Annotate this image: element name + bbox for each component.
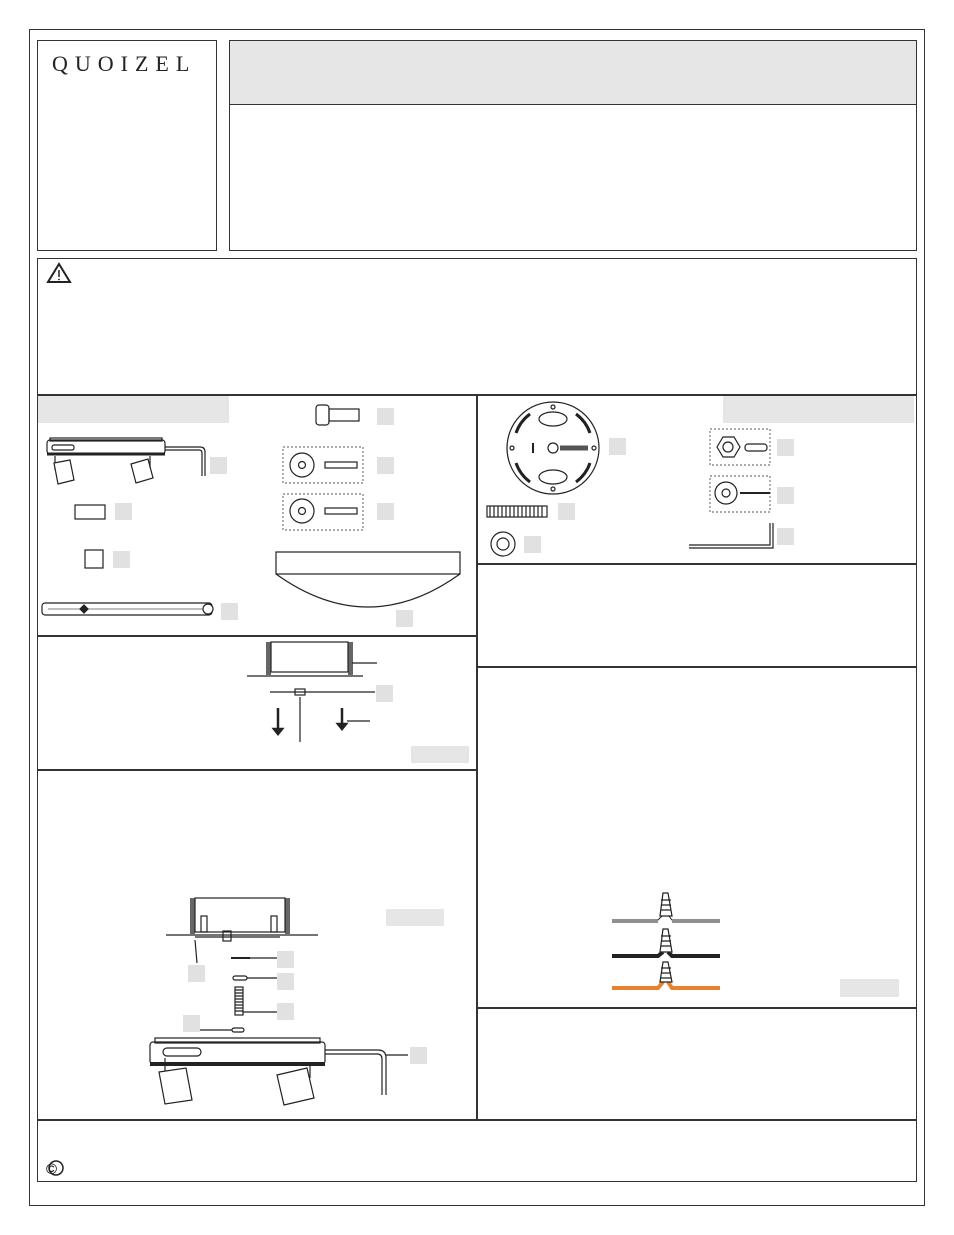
copyright-circle: [49, 1161, 63, 1175]
fixture-drawing-small: [47, 438, 205, 484]
bolt-icon: [316, 405, 359, 425]
fixture-drawing-large: [150, 1038, 408, 1105]
wire-connection-diagram: [612, 893, 720, 988]
rod-part-icon: [42, 603, 213, 615]
junction-box-drawing: [247, 642, 377, 742]
square-part-icon: [85, 550, 103, 568]
lock-nut-icon: [491, 532, 515, 556]
brand-logo: QUOIZEL: [52, 51, 197, 76]
washer-wire-icon: [710, 476, 770, 512]
hex-nut-screw-icon: [710, 429, 770, 465]
mounting-plate-icon: [507, 402, 599, 494]
mounting-assembly-drawing: [166, 898, 318, 1032]
allen-key-icon: [689, 523, 773, 548]
glass-shade-icon: [276, 552, 460, 607]
copyright-symbol: ©: [46, 1161, 58, 1178]
washer-screw-icon: [283, 447, 363, 483]
spacer-part-icon: [75, 505, 105, 519]
washer-screw-icon: [283, 494, 363, 530]
threaded-pipe-icon: [487, 506, 547, 517]
